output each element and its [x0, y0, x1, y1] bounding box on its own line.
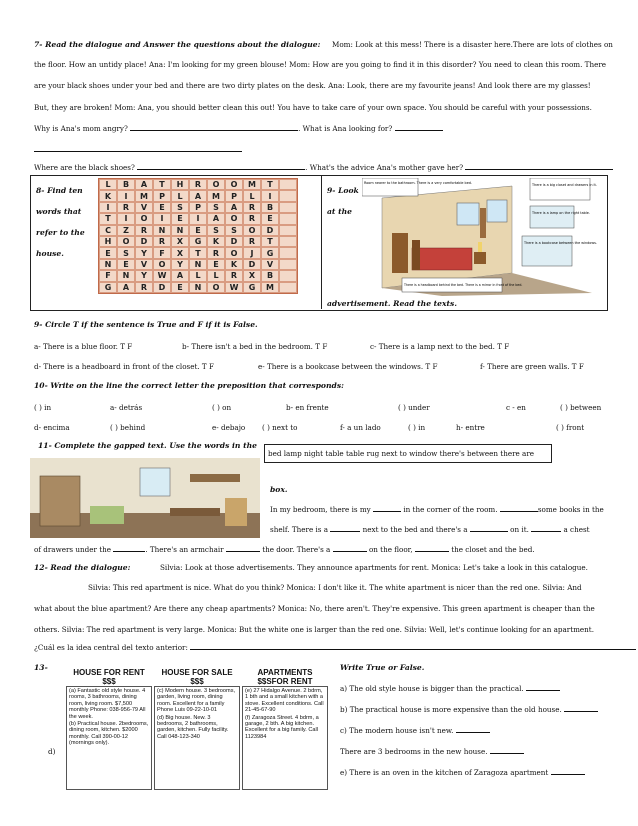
- word-search-cell[interactable]: F: [153, 247, 171, 258]
- word-search-cell[interactable]: A: [189, 190, 207, 201]
- word-search-cell[interactable]: R: [243, 236, 261, 247]
- sofa: [90, 506, 124, 524]
- ex13-tf-e: e) There is an oven in the kitchen of Zaragoza apartment: [340, 768, 585, 777]
- word-search-cell[interactable]: N: [117, 270, 135, 281]
- ex8-line-3: refer to the: [36, 228, 85, 237]
- word-search-cell[interactable]: O: [153, 259, 171, 270]
- word-search-cell[interactable]: I: [117, 190, 135, 201]
- word-search-cell[interactable]: B: [261, 202, 279, 213]
- prep-4: b- en frente: [286, 403, 329, 412]
- word-search-cell[interactable]: A: [171, 270, 189, 281]
- word-search-cell[interactable]: R: [189, 179, 207, 190]
- shelf: [190, 474, 240, 482]
- word-search-cell[interactable]: Y: [135, 270, 153, 281]
- word-search-cell[interactable]: R: [153, 236, 171, 247]
- word-search-cell[interactable]: L: [243, 190, 261, 201]
- word-search-cell[interactable]: O: [135, 213, 153, 224]
- word-search-cell[interactable]: X: [243, 270, 261, 281]
- ad-head: APARTMENTS: [257, 668, 313, 677]
- ad-body: [66, 686, 152, 790]
- gap[interactable]: [333, 545, 367, 552]
- word-search-cell[interactable]: I: [99, 202, 117, 213]
- bookcase: [480, 208, 486, 238]
- ex12-line-2: Silvia: This red apartment is nice. What do you think? Monica: I don't like it. The white apartment is nicer than the red one. Silvia: And: [88, 583, 582, 592]
- word-search-cell[interactable]: A: [117, 282, 135, 293]
- word-search-cell[interactable]: S: [225, 225, 243, 236]
- ad-item: (d) Big house. New. 3 bedrooms, 2 bathrooms, garden, kitchen. Fully facility. Call 048-123-340: [157, 714, 229, 740]
- word-search-cell[interactable]: T: [153, 179, 171, 190]
- answer-line[interactable]: [395, 124, 443, 131]
- window: [140, 468, 170, 496]
- gap[interactable]: [531, 525, 561, 532]
- word-search-cell[interactable]: [279, 179, 297, 190]
- word-search-cell[interactable]: V: [135, 202, 153, 213]
- word-search-cell[interactable]: B: [261, 270, 279, 281]
- prep-7: ( ) between: [560, 403, 602, 412]
- word-search-cell[interactable]: [279, 190, 297, 201]
- word-search-cell[interactable]: P: [225, 190, 243, 201]
- word-search-cell[interactable]: S: [117, 247, 135, 258]
- gap[interactable]: [470, 525, 508, 532]
- ex9-item-b: b- There isn't a bed in the bedroom. T F: [182, 342, 328, 351]
- word-search-cell[interactable]: T: [99, 213, 117, 224]
- word-search-cell[interactable]: P: [153, 190, 171, 201]
- word-search-cell[interactable]: S: [207, 202, 225, 213]
- gap[interactable]: [330, 525, 360, 532]
- ad-item: (a) Fantastic old style house. 4 rooms, 3 bathrooms, dining room, living room. $7,500 monthly Phone: 038-956-79 All the week.: [69, 688, 146, 720]
- word-search-cell[interactable]: I: [117, 213, 135, 224]
- word-search-cell[interactable]: V: [261, 259, 279, 270]
- prep-11: ( ) next to: [262, 423, 298, 432]
- prep-14: h- entre: [456, 423, 485, 432]
- ex11-line-3: of drawers under the . There's an armchair the door. There's a on the floor, the closet and the bed.: [34, 545, 535, 554]
- ex12-title: 12- Read the dialogue:: [34, 563, 131, 572]
- word-search-cell[interactable]: H: [99, 236, 117, 247]
- word-search-cell[interactable]: [279, 270, 297, 281]
- ex11-line-2: shelf. There is a next to the bed and there's a on it. a chest: [270, 525, 590, 534]
- word-search-cell[interactable]: R: [225, 270, 243, 281]
- ad-item: (f) Zaragoza Street. 4 bdrm, a garage, 2 bth. A big kitchen. Excellent for a big family. Call 1123984: [245, 714, 319, 740]
- answer-line[interactable]: [456, 726, 490, 733]
- word-search-cell[interactable]: I: [261, 190, 279, 201]
- closet: [392, 233, 408, 273]
- gap[interactable]: [500, 505, 538, 512]
- word-search-cell[interactable]: V: [135, 259, 153, 270]
- ex9-item-d: d- There is a headboard in front of the closet. T F: [34, 362, 214, 371]
- ex11-title: 11- Complete the gapped text. Use the words in the: [38, 441, 257, 450]
- word-search-cell[interactable]: A: [225, 202, 243, 213]
- ex9-item-a: a- There is a blue floor. T F: [34, 342, 133, 351]
- headboard: [412, 240, 420, 270]
- word-search-cell[interactable]: R: [117, 202, 135, 213]
- callout-4-text: There is a bookcase between the windows.: [524, 241, 597, 245]
- ex9-item-c: c- There is a lamp next to the bed. T F: [370, 342, 510, 351]
- word-search-cell[interactable]: N: [189, 282, 207, 293]
- word-search-cell[interactable]: I: [189, 213, 207, 224]
- ex13-tf-a: a) The old style house is bigger than the practical.: [340, 684, 560, 693]
- word-search-cell[interactable]: O: [207, 179, 225, 190]
- word-search-cell[interactable]: G: [243, 282, 261, 293]
- ad-body: [154, 686, 240, 790]
- word-search-cell[interactable]: A: [135, 179, 153, 190]
- ex9a-line-1: 9- Look: [327, 186, 359, 195]
- word-search-cell[interactable]: S: [207, 225, 225, 236]
- ex13-tf-b: b) The practical house is more expensive than the old house.: [340, 705, 598, 714]
- ex9a-line-3: advertisement. Read the texts.: [327, 299, 457, 308]
- word-search-cell[interactable]: N: [99, 259, 117, 270]
- word-search-cell[interactable]: T: [189, 247, 207, 258]
- word-search-cell[interactable]: T: [261, 236, 279, 247]
- ex11-line-1: In my bedroom, there is my in the corner of the room. some books in the: [270, 505, 604, 514]
- word-search-cell[interactable]: K: [207, 236, 225, 247]
- bedroom-illustration: [362, 178, 602, 296]
- word-search-cell[interactable]: [279, 202, 297, 213]
- word-search-cell[interactable]: R: [243, 202, 261, 213]
- ad-item: (e) 27 Hidalgo Avenue. 2 bdrm, 1 bth and a small kitchen with a stove. Excellent conditions. Call 21-45-67-90: [245, 688, 324, 714]
- word-search-cell[interactable]: D: [225, 236, 243, 247]
- word-search-cell[interactable]: E: [99, 247, 117, 258]
- ad-item: (c) Modern house. 3 bedrooms, garden, living room, dining room. Excellent for a family Phone Luis 09-22-10-01: [157, 688, 236, 714]
- word-search-cell[interactable]: M: [261, 282, 279, 293]
- ex10-title: 10- Write on the line the correct letter the preposition that corresponds:: [34, 381, 344, 390]
- word-search-cell[interactable]: X: [171, 247, 189, 258]
- word-search-cell[interactable]: L: [99, 179, 117, 190]
- ex7-title: 7- Read the dialogue and Answer the questions about the dialogue:: [34, 40, 321, 49]
- ex9-item-e: e- There is a bookcase between the windows. T F: [258, 362, 438, 371]
- ads-table: [66, 668, 328, 800]
- ad-body: [242, 686, 328, 790]
- divider: [321, 175, 322, 309]
- callout-3: [530, 206, 574, 228]
- ex7-question-3: Where are the black shoes? . What's the advice Ana's mother gave her?: [34, 163, 613, 172]
- gap[interactable]: [113, 545, 145, 552]
- closet: [40, 476, 80, 526]
- ex13-number: 13-: [34, 663, 48, 672]
- word-search-cell[interactable]: E: [171, 282, 189, 293]
- word-search-cell[interactable]: G: [189, 236, 207, 247]
- word-search-cell[interactable]: G: [99, 282, 117, 293]
- ex12-line-1: Silvia: Look at those advertisements. They announce apartments for rent. Monica: Let's take a look in this catalogue.: [160, 563, 588, 572]
- word-search-cell[interactable]: W: [153, 270, 171, 281]
- word-search-cell[interactable]: C: [99, 225, 117, 236]
- word-search-cell[interactable]: E: [207, 259, 225, 270]
- prep-10: e- debajo: [212, 423, 246, 432]
- word-search-cell[interactable]: H: [171, 179, 189, 190]
- ad-column-house-sale: [154, 668, 240, 800]
- ex12-question: ¿Cuál es la idea central del texto anterior:: [34, 643, 636, 652]
- ex7-line-3: are your black shoes under your bed and there are two dirty plates on the desk. Ana: Look, there are my favourite jeans! And look there are my glasses!: [34, 81, 591, 90]
- answer-line[interactable]: [190, 643, 636, 650]
- answer-line[interactable]: [490, 747, 524, 754]
- answer-line[interactable]: [526, 684, 560, 691]
- word-search-cell[interactable]: W: [225, 282, 243, 293]
- prep-3: ( ) on: [212, 403, 232, 412]
- word-search-cell[interactable]: S: [171, 202, 189, 213]
- word-search-cell[interactable]: E: [261, 213, 279, 224]
- ex8-line-4: house.: [36, 249, 64, 258]
- prep-13: ( ) in: [408, 423, 426, 432]
- word-search-cell[interactable]: [279, 282, 297, 293]
- word-search-cell[interactable]: M: [135, 190, 153, 201]
- ex9-title: 9- Circle T if the sentence is True and F if it is False.: [34, 320, 258, 329]
- word-search-cell[interactable]: [279, 247, 297, 258]
- answer-line[interactable]: [137, 163, 305, 170]
- callout-3-text: There is a lamp on the right table.: [532, 211, 590, 215]
- word-search-cell[interactable]: Y: [171, 259, 189, 270]
- ad-column-house-rent: [66, 668, 152, 800]
- word-search-cell[interactable]: [279, 236, 297, 247]
- word-search-cell[interactable]: [279, 259, 297, 270]
- word-search-cell[interactable]: O: [207, 282, 225, 293]
- prep-8: d- encima: [34, 423, 70, 432]
- callout-2: [530, 178, 590, 200]
- ad-column-apartments: [242, 668, 328, 800]
- ex8-line-2: words that: [36, 207, 82, 216]
- word-search-cell[interactable]: [279, 225, 297, 236]
- word-search-cell[interactable]: N: [171, 225, 189, 236]
- word-search-cell[interactable]: E: [153, 202, 171, 213]
- word-search-cell[interactable]: E: [189, 225, 207, 236]
- ad-head-price: $$SFOR RENT: [257, 677, 313, 686]
- prep-12: f- a un lado: [340, 423, 381, 432]
- ex12-line-4: others. Silvia: The red apartment is very large. Monica: But the white one is larger than the red one. Silvia: Well, let's continue looking for an apartment.: [34, 625, 594, 634]
- word-search-cell[interactable]: N: [189, 259, 207, 270]
- word-search-cell[interactable]: I: [153, 213, 171, 224]
- ex7-line-1: Mom: Look at this mess! There is a disaster here.There are lots of clothes on: [332, 40, 613, 49]
- word-search-cell[interactable]: L: [171, 190, 189, 201]
- window-left: [457, 203, 479, 225]
- word-search-grid: [99, 179, 297, 293]
- word-bank: bed lamp night table table rug next to window there's between there are: [268, 449, 535, 458]
- ex9-item-f: f- There are green walls. T F: [480, 362, 584, 371]
- answer-line[interactable]: [564, 705, 598, 712]
- table: [170, 508, 220, 516]
- word-search-cell[interactable]: T: [261, 179, 279, 190]
- gap[interactable]: [226, 545, 260, 552]
- ad-head: HOUSE FOR RENT: [73, 668, 145, 677]
- word-search-cell[interactable]: G: [261, 247, 279, 258]
- prep-1: ( ) in: [34, 403, 52, 412]
- word-search-cell[interactable]: F: [99, 270, 117, 281]
- ex8-line-1: 8- Find ten: [36, 186, 83, 195]
- living-room-illustration: [30, 458, 260, 538]
- word-search-cell[interactable]: X: [171, 236, 189, 247]
- word-search-cell[interactable]: R: [135, 225, 153, 236]
- word-search-cell[interactable]: O: [225, 179, 243, 190]
- bed: [412, 248, 472, 270]
- answer-line[interactable]: [465, 163, 613, 170]
- answer-line[interactable]: [130, 124, 298, 131]
- ad-head: HOUSE FOR SALE: [161, 668, 233, 677]
- answer-line[interactable]: [551, 768, 585, 775]
- callout-5-text: There is a headboard behind the bed. There is a mirror in front of the bed.: [404, 283, 523, 287]
- ex11-box-word: box.: [270, 485, 288, 494]
- gap[interactable]: [373, 505, 401, 512]
- word-search-cell[interactable]: M: [207, 190, 225, 201]
- prep-15: ( ) front: [556, 423, 585, 432]
- word-search-cell[interactable]: R: [207, 247, 225, 258]
- ex9a-line-2: at the: [327, 207, 352, 216]
- word-search-cell[interactable]: K: [225, 259, 243, 270]
- word-search-cell[interactable]: D: [153, 282, 171, 293]
- word-search-cell[interactable]: O: [225, 247, 243, 258]
- word-search: [98, 178, 298, 294]
- callout-1-text: Room nearer to the bathroom. There is a very comfortable bed.: [364, 181, 473, 185]
- word-search-cell[interactable]: K: [99, 190, 117, 201]
- word-search-cell[interactable]: Y: [135, 247, 153, 258]
- word-search-cell[interactable]: D: [135, 236, 153, 247]
- lamp: [478, 242, 482, 252]
- word-search-cell[interactable]: D: [243, 259, 261, 270]
- ex7-line-4: But, they are broken! Mom: Ana, you should better clean this out! You have to take care of your own space. You should be careful with your possessions.: [34, 103, 592, 112]
- prep-5: ( ) under: [398, 403, 430, 412]
- ex7-answer-line: [34, 145, 242, 154]
- callout-2-text: There is a big closet and drawers in it.: [532, 183, 597, 187]
- ex7-question-1: Why is Ana's mom angry? . What is Ana looking for?: [34, 124, 443, 133]
- word-search-cell[interactable]: R: [135, 282, 153, 293]
- word-search-cell[interactable]: L: [207, 270, 225, 281]
- ex13-tf-c: c) The modern house isn't new.: [340, 726, 490, 735]
- ex13-tf-title: Write True or False.: [340, 663, 425, 672]
- gap[interactable]: [415, 545, 449, 552]
- ad-head-price: $$$: [102, 677, 116, 686]
- ex13-tf-d: There are 3 bedrooms in the new house.: [340, 747, 524, 756]
- ex13-d-label: d): [48, 747, 56, 756]
- ad-item: (b) Practical house. 2bedrooms, dining room, kitchen. $2000 monthly. Call 390-00-12 (mornings only).: [69, 721, 149, 747]
- word-search-cell[interactable]: [279, 213, 297, 224]
- word-search-cell[interactable]: E: [117, 259, 135, 270]
- word-search-cell[interactable]: O: [225, 213, 243, 224]
- word-search-cell[interactable]: O: [117, 236, 135, 247]
- prep-6: c - en: [506, 403, 526, 412]
- word-search-cell[interactable]: B: [117, 179, 135, 190]
- word-search-cell[interactable]: O: [243, 225, 261, 236]
- word-search-cell[interactable]: A: [207, 213, 225, 224]
- word-search-cell[interactable]: P: [189, 202, 207, 213]
- word-search-cell[interactable]: R: [243, 213, 261, 224]
- ex12-line-3: what about the blue apartment? Are there any cheap apartments? Monica: No, there aren't. They're expensive. This green apartment is cheaper than the: [34, 604, 595, 613]
- answer-line[interactable]: [34, 145, 242, 152]
- word-search-cell[interactable]: Z: [117, 225, 135, 236]
- word-search-cell[interactable]: L: [189, 270, 207, 281]
- word-search-cell[interactable]: N: [153, 225, 171, 236]
- word-search-cell[interactable]: E: [171, 213, 189, 224]
- chest: [225, 498, 247, 526]
- prep-2: a- detrás: [110, 403, 143, 412]
- word-search-cell[interactable]: D: [261, 225, 279, 236]
- prep-9: ( ) behind: [110, 423, 146, 432]
- night-table: [474, 252, 486, 264]
- window-right: [487, 200, 507, 222]
- ad-head-price: $$$: [190, 677, 204, 686]
- ex7-line-2: the floor. How an untidy place! Ana: I'm looking for my green blouse! Mom: How are you going to find it in this disorder? You need to clean this room. There: [34, 60, 607, 69]
- word-search-cell[interactable]: J: [243, 247, 261, 258]
- word-search-cell[interactable]: M: [243, 179, 261, 190]
